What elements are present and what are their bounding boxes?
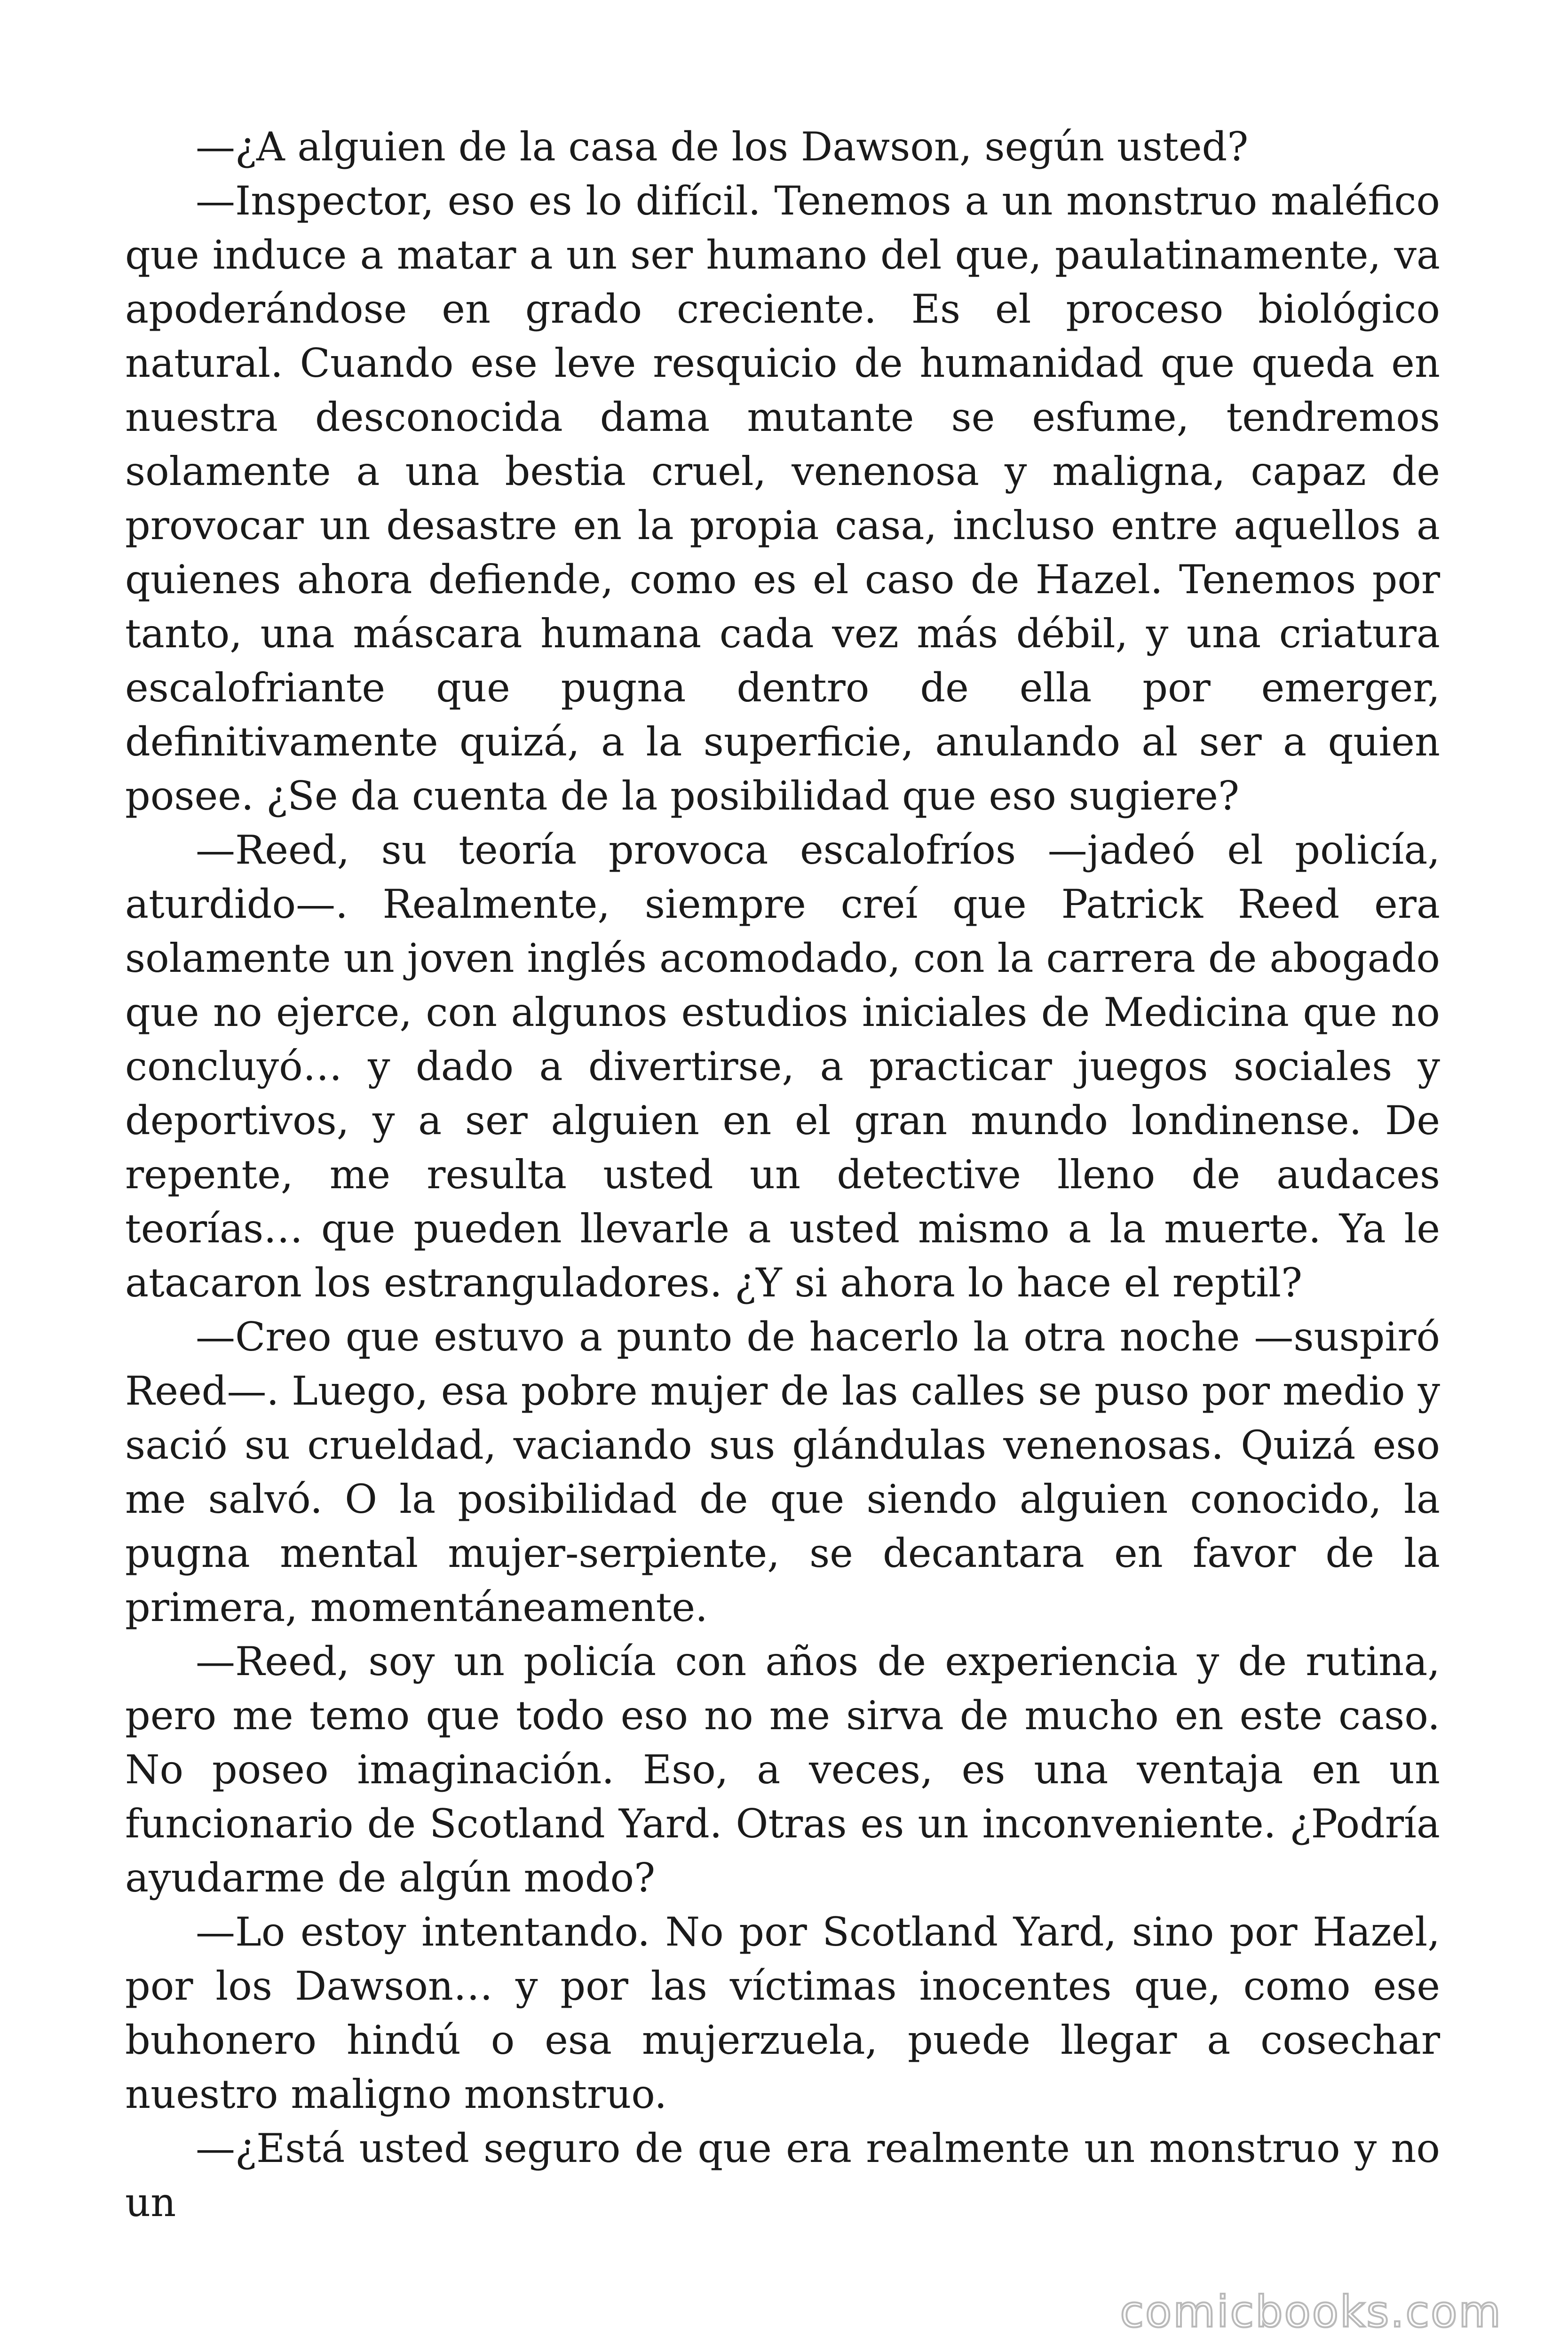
paragraph-5: —Reed, soy un policía con años de experiencia y de rutina, pero me temo que todo eso no me sirva de mucho en este caso. No poseo imaginación. Eso, a veces, es una ventaja en un funcionario de Scotland Yard. Otras es un inconveniente. ¿Podría ayudarme de algún modo?	[125, 1638, 1440, 1901]
paragraph-2: —Inspector, eso es lo difícil. Tenemos a un monstruo maléfico que induce a matar a un ser humano del que, paulatinamente, va apoderándose en grado creciente. Es el proceso biológico natural. Cuando ese leve resquicio de humanidad que queda en nuestra desconocida dama mutante se esfume, tendremos solamente a una bestia cruel, venenosa y maligna, capaz de provocar un desastre en la propia casa, incluso entre aquellos a quienes ahora defiende, como es el caso de Hazel. Tenemos por tanto, una máscara humana cada vez más débil, y una criatura escalofriante que pugna dentro de ella por emerger, definitivamente quizá, a la superficie, anulando al ser a quien posee. ¿Se da cuenta de la posibilidad que eso sugiere?	[125, 178, 1440, 819]
paragraph-7: —¿Está usted seguro de que era realmente un monstruo y no un	[125, 2125, 1440, 2225]
paragraph-6: —Lo estoy intentando. No por Scotland Yard, sino por Hazel, por los Dawson… y por las víctimas inocentes que, como ese buhonero hindú o esa mujerzuela, puede llegar a cosechar nuestro maligno monstruo.	[125, 1909, 1440, 2117]
paragraph-1: —¿A alguien de la casa de los Dawson, según usted?	[196, 124, 1249, 170]
paragraph-3: —Reed, su teoría provoca escalofríos —jadeó el policía, aturdido—. Realmente, siempre creí que Patrick Reed era solamente un joven inglés acomodado, con la carrera de abogado que no ejerce, con algunos estudios iniciales de Medicina que no concluyó… y dado a divertirse, a practicar juegos sociales y deportivos, y a ser alguien en el gran mundo londinense. De repente, me resulta usted un detective lleno de audaces teorías… que pueden llevarle a usted mismo a la muerte. Ya le atacaron los estranguladores. ¿Y si ahora lo hace el reptil?	[125, 827, 1440, 1306]
watermark: comicbooks.com	[1120, 2287, 1502, 2337]
paragraph-4: —Creo que estuvo a punto de hacerlo la otra noche —suspiró Reed—. Luego, esa pobre mujer de las calles se puso por medio y sació su crueldad, vaciando sus glándulas venenosas. Quizá eso me salvó. O la posibilidad de que siendo alguien conocido, la pugna mental mujer-serpiente, se decantara en favor de la primera, momentáneamente.	[125, 1314, 1440, 1630]
page-text	[125, 120, 1440, 2230]
